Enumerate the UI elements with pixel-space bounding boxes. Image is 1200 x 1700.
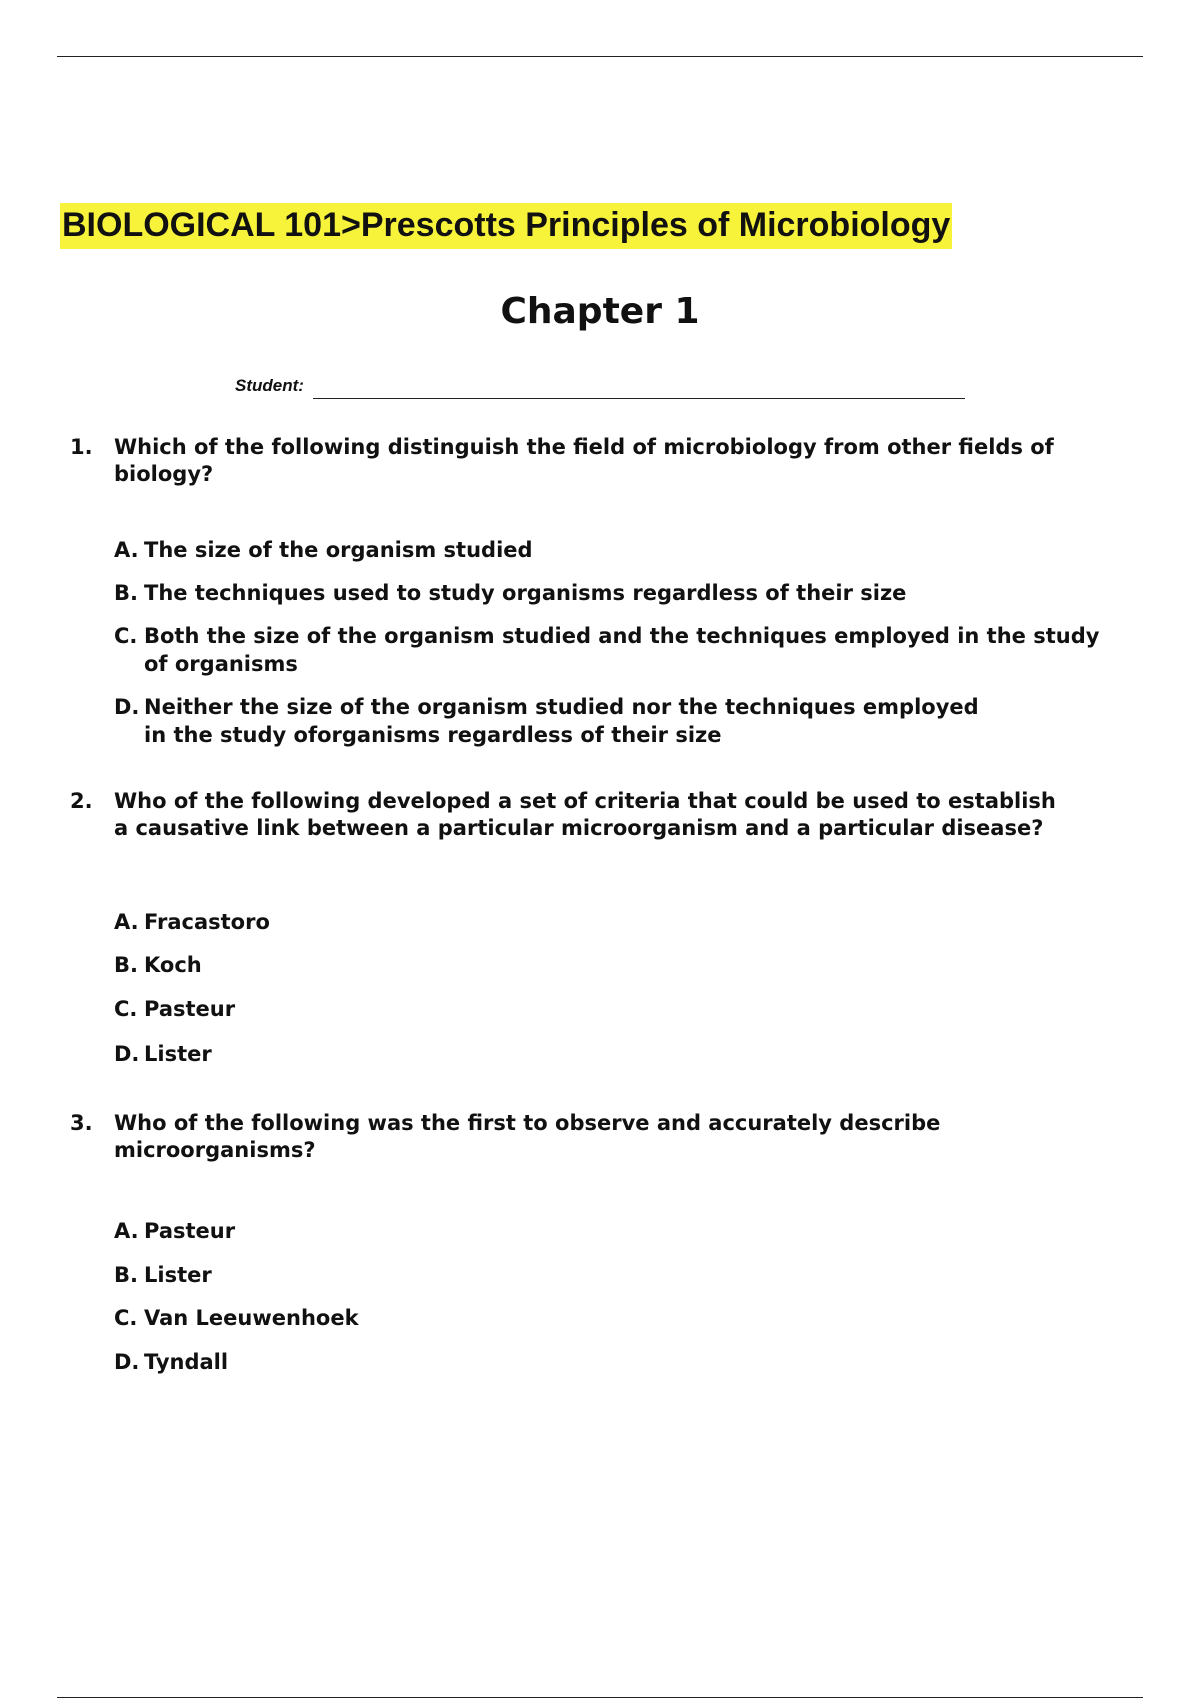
question-number: 2. xyxy=(70,789,93,813)
option-text: The techniques used to study organisms regardless of their size xyxy=(144,581,907,605)
option-letter: A. xyxy=(114,910,139,934)
option-letter: B. xyxy=(114,581,138,605)
option-letter: D. xyxy=(114,695,140,719)
option-letter: B. xyxy=(114,953,138,977)
top-rule xyxy=(57,56,1143,57)
question-text: Who of the following was the first to observe and accurately describe microorganisms? xyxy=(114,1111,941,1162)
document-title: BIOLOGICAL 101>Prescotts Principles of Microbiology xyxy=(60,203,952,249)
student-name-line[interactable] xyxy=(313,398,965,399)
option-letter: B. xyxy=(114,1263,138,1287)
option-text: Koch xyxy=(144,953,202,977)
option-letter: A. xyxy=(114,1219,139,1243)
bottom-rule xyxy=(57,1697,1143,1698)
option-text: Pasteur xyxy=(144,997,236,1021)
option-text: Lister xyxy=(144,1042,212,1066)
option-letter: C. xyxy=(114,624,138,648)
option-text: Lister xyxy=(144,1263,212,1287)
option-text: The size of the organism studied xyxy=(144,538,533,562)
question-number: 1. xyxy=(70,435,93,459)
option-letter: D. xyxy=(114,1350,140,1374)
option-text: Both the size of the organism studied and the techniques employed in the study of organisms xyxy=(144,624,1100,676)
student-label: Student: xyxy=(235,376,304,395)
option-text: Neither the size of the organism studied nor the techniques employed in the study oforganisms regardless of their size xyxy=(144,695,979,747)
option-letter: C. xyxy=(114,1306,138,1330)
student-name-field[interactable] xyxy=(235,374,965,402)
option-text: Fracastoro xyxy=(144,910,270,934)
option-letter: C. xyxy=(114,997,138,1021)
option-letter: D. xyxy=(114,1042,140,1066)
option-text: Tyndall xyxy=(144,1350,229,1374)
option-text: Pasteur xyxy=(144,1219,236,1243)
question-text: Who of the following developed a set of criteria that could be used to establish a causative link between a particular microorganism and a particular disease? xyxy=(114,789,1056,840)
option-letter: A. xyxy=(114,538,139,562)
option-text: Van Leeuwenhoek xyxy=(144,1306,359,1330)
question-text: Which of the following distinguish the field of microbiology from other fields of biology? xyxy=(114,435,1054,486)
question-number: 3. xyxy=(70,1111,93,1135)
chapter-heading: Chapter 1 xyxy=(500,291,700,332)
